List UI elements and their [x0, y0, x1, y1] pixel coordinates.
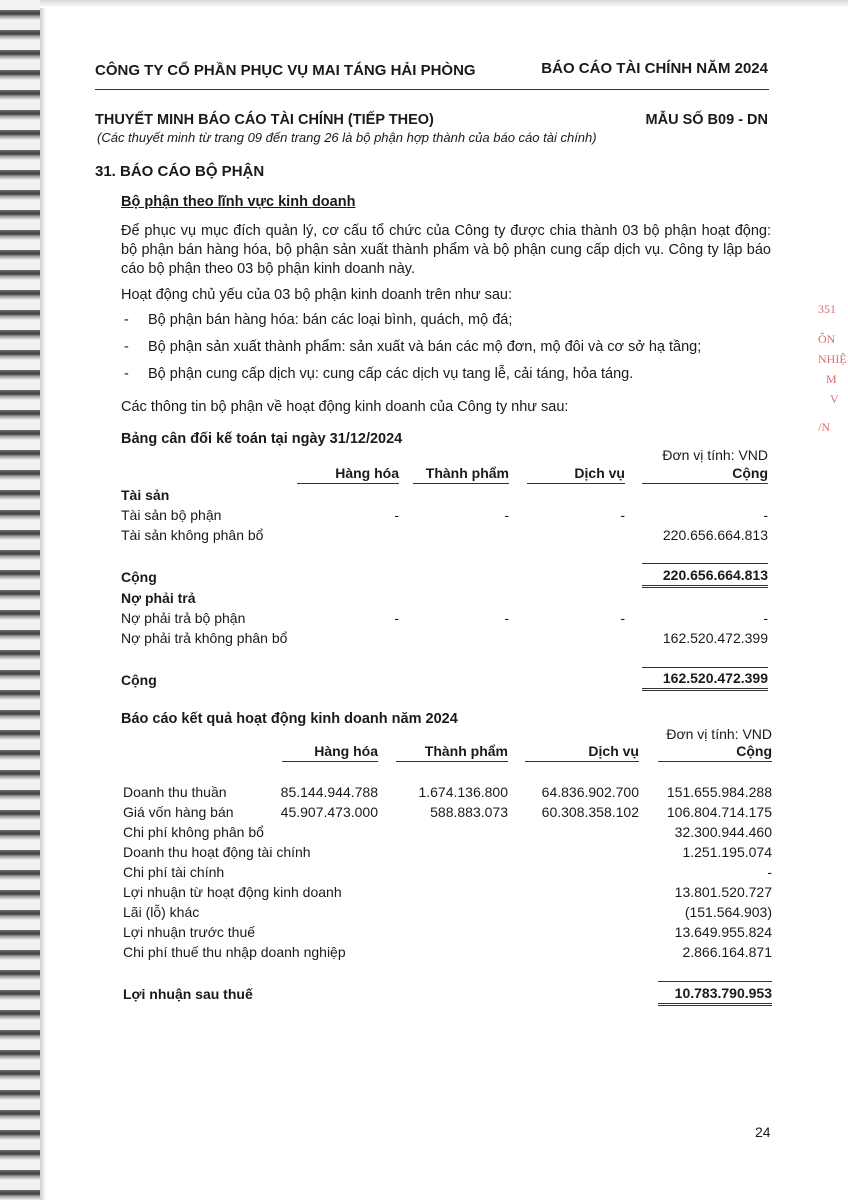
bullet-text: Bộ phận cung cấp dịch vụ: cung cấp các dịch vụ tang lễ, cải táng, hỏa táng.: [148, 366, 634, 382]
binding-shadow: [40, 0, 46, 1200]
bullet-dash: -: [124, 312, 129, 328]
subheading: Bộ phận theo lĩnh vực kinh doanh: [121, 194, 356, 210]
income-col-total: Cộng: [658, 743, 772, 762]
income-col-finished: Thành phẩm: [396, 743, 508, 762]
cell-total: 2.866.164.871: [682, 944, 772, 960]
bullet-item: [124, 366, 633, 382]
row-label: Cộng: [121, 569, 157, 585]
row-label: Cộng: [121, 672, 157, 688]
bullet-item: [124, 339, 701, 355]
cell-total: -: [767, 864, 772, 880]
row-label: Giá vốn hàng bán: [123, 804, 234, 820]
row-label: Lợi nhuận trước thuế: [123, 924, 256, 940]
paragraph-info: Các thông tin bộ phận về hoạt động kinh doanh của Công ty như sau:: [121, 399, 569, 415]
stamp-text: 351: [818, 302, 836, 316]
cell-total: 162.520.472.399: [662, 630, 768, 646]
page-top-shadow: [40, 0, 848, 8]
cell-total: 1.251.195.074: [682, 844, 772, 860]
balance-unit: Đơn vị tính: VND: [662, 447, 768, 463]
row-label: Chi phí thuế thu nhập doanh nghiệp: [123, 944, 346, 960]
bullet-text: Bộ phận bán hàng hóa: bán các loại bình, quách, mộ đá;: [148, 312, 513, 328]
bullet-text: Bộ phận sản xuất thành phẩm: sản xuất và bán các mộ đơn, mộ đôi và cơ sở hạ tầng;: [148, 339, 702, 355]
total-double-rule: [658, 1003, 772, 1006]
assets-label: Tài sản: [121, 487, 170, 503]
income-unit: Đơn vị tính: VND: [666, 726, 772, 742]
page-number: 24: [755, 1124, 771, 1140]
cell-total: 220.656.664.813: [662, 567, 768, 583]
row-label: Lợi nhuận sau thuế: [123, 986, 253, 1002]
cell-goods: -: [394, 507, 399, 523]
cell-goods: 45.907.473.000: [280, 804, 378, 820]
row-label: Lợi nhuận từ hoạt động kinh doanh: [123, 884, 342, 900]
row-label: Doanh thu hoạt động tài chính: [123, 844, 311, 860]
balance-col-total: Cộng: [642, 465, 768, 484]
form-code: MẪU SỐ B09 - DN: [645, 112, 768, 128]
cell-finished: -: [504, 610, 509, 626]
cell-total: -: [763, 610, 768, 626]
cell-total: 32.300.944.460: [674, 824, 772, 840]
cell-finished: 1.674.136.800: [418, 784, 508, 800]
row-label: Tài sản bộ phận: [121, 507, 222, 523]
cell-total: (151.564.903): [684, 904, 772, 920]
cell-services: -: [620, 507, 625, 523]
cell-services: 64.836.902.700: [541, 784, 639, 800]
income-title: Báo cáo kết quả hoạt động kinh doanh năm 2024: [121, 711, 458, 727]
row-label: Nợ phải trả không phân bổ: [121, 630, 288, 646]
paragraph-segments: Để phục vụ mục đích quản lý, cơ cấu tổ chức của Công ty được chia thành 03 bộ phận hoạt động: bộ phận bán hàng hóa, bộ phận sản xuất thành phẩm và bộ phận cung cấp dịch vụ. Công ty lập báo cáo bộ phận theo 03 bộ phận kinh doanh này.: [121, 223, 771, 277]
income-col-services: Dịch vụ: [525, 743, 639, 762]
stamp-text: /N: [818, 420, 830, 434]
balance-title: Bảng cân đối kế toán tại ngày 31/12/2024: [121, 431, 403, 447]
section-heading: 31. BÁO CÁO BỘ PHẬN: [95, 163, 265, 180]
cell-total: 162.520.472.399: [662, 670, 768, 686]
cell-total: 151.655.984.288: [666, 784, 772, 800]
subtotal-rule: [642, 563, 768, 564]
stamp-text: NHIỆ: [818, 352, 847, 366]
cell-total: 10.783.790.953: [674, 985, 772, 1001]
spiral-binding: [0, 0, 40, 1200]
header-rule: [95, 89, 769, 90]
stamp-text: V: [830, 392, 839, 406]
cell-finished: -: [504, 507, 509, 523]
company-name: CÔNG TY CỔ PHẦN PHỤC VỤ MAI TÁNG HẢI PHÒNG: [95, 62, 476, 79]
row-label: Tài sản không phân bổ: [121, 527, 264, 543]
cell-goods: 85.144.944.788: [280, 784, 378, 800]
cell-services: 60.308.358.102: [541, 804, 639, 820]
liabilities-label: Nợ phải trả: [121, 590, 196, 606]
balance-col-services: Dịch vụ: [527, 465, 625, 484]
stamp-text: ÔN: [818, 332, 836, 346]
row-label: Nợ phải trả bộ phận: [121, 610, 246, 626]
income-col-goods: Hàng hóa: [282, 743, 378, 762]
bullet-item: [124, 312, 512, 328]
subtotal-rule: [658, 981, 772, 982]
row-label: Chi phí tài chính: [123, 864, 225, 880]
cell-total: 220.656.664.813: [662, 527, 768, 543]
cell-finished: 588.883.073: [430, 804, 508, 820]
cell-total: 106.804.714.175: [666, 804, 772, 820]
cell-goods: -: [394, 610, 399, 626]
total-double-rule: [642, 585, 768, 588]
paragraph-activities: Hoạt động chủ yếu của 03 bộ phận kinh doanh trên như sau:: [121, 287, 513, 303]
bullet-dash: -: [124, 339, 129, 355]
cell-total: 13.801.520.727: [674, 884, 772, 900]
subtotal-rule: [642, 667, 768, 668]
report-title: BÁO CÁO TÀI CHÍNH NĂM 2024: [541, 60, 768, 77]
balance-col-finished: Thành phẩm: [413, 465, 509, 484]
header-note: (Các thuyết minh từ trang 09 đến trang 26 là bộ phận hợp thành của báo cáo tài chính): [97, 130, 597, 145]
row-label: Lãi (lỗ) khác: [123, 904, 200, 920]
cell-total: 13.649.955.824: [674, 924, 772, 940]
total-double-rule: [642, 688, 768, 691]
cell-total: -: [763, 507, 768, 523]
cell-services: -: [620, 610, 625, 626]
balance-col-goods: Hàng hóa: [297, 465, 399, 484]
row-label: Chi phí không phân bổ: [123, 824, 264, 840]
bullet-dash: -: [124, 366, 129, 382]
row-label: Doanh thu thuần: [123, 784, 227, 800]
stamp-text: M: [826, 372, 837, 386]
section-title: THUYẾT MINH BÁO CÁO TÀI CHÍNH (TIẾP THEO): [95, 112, 434, 128]
